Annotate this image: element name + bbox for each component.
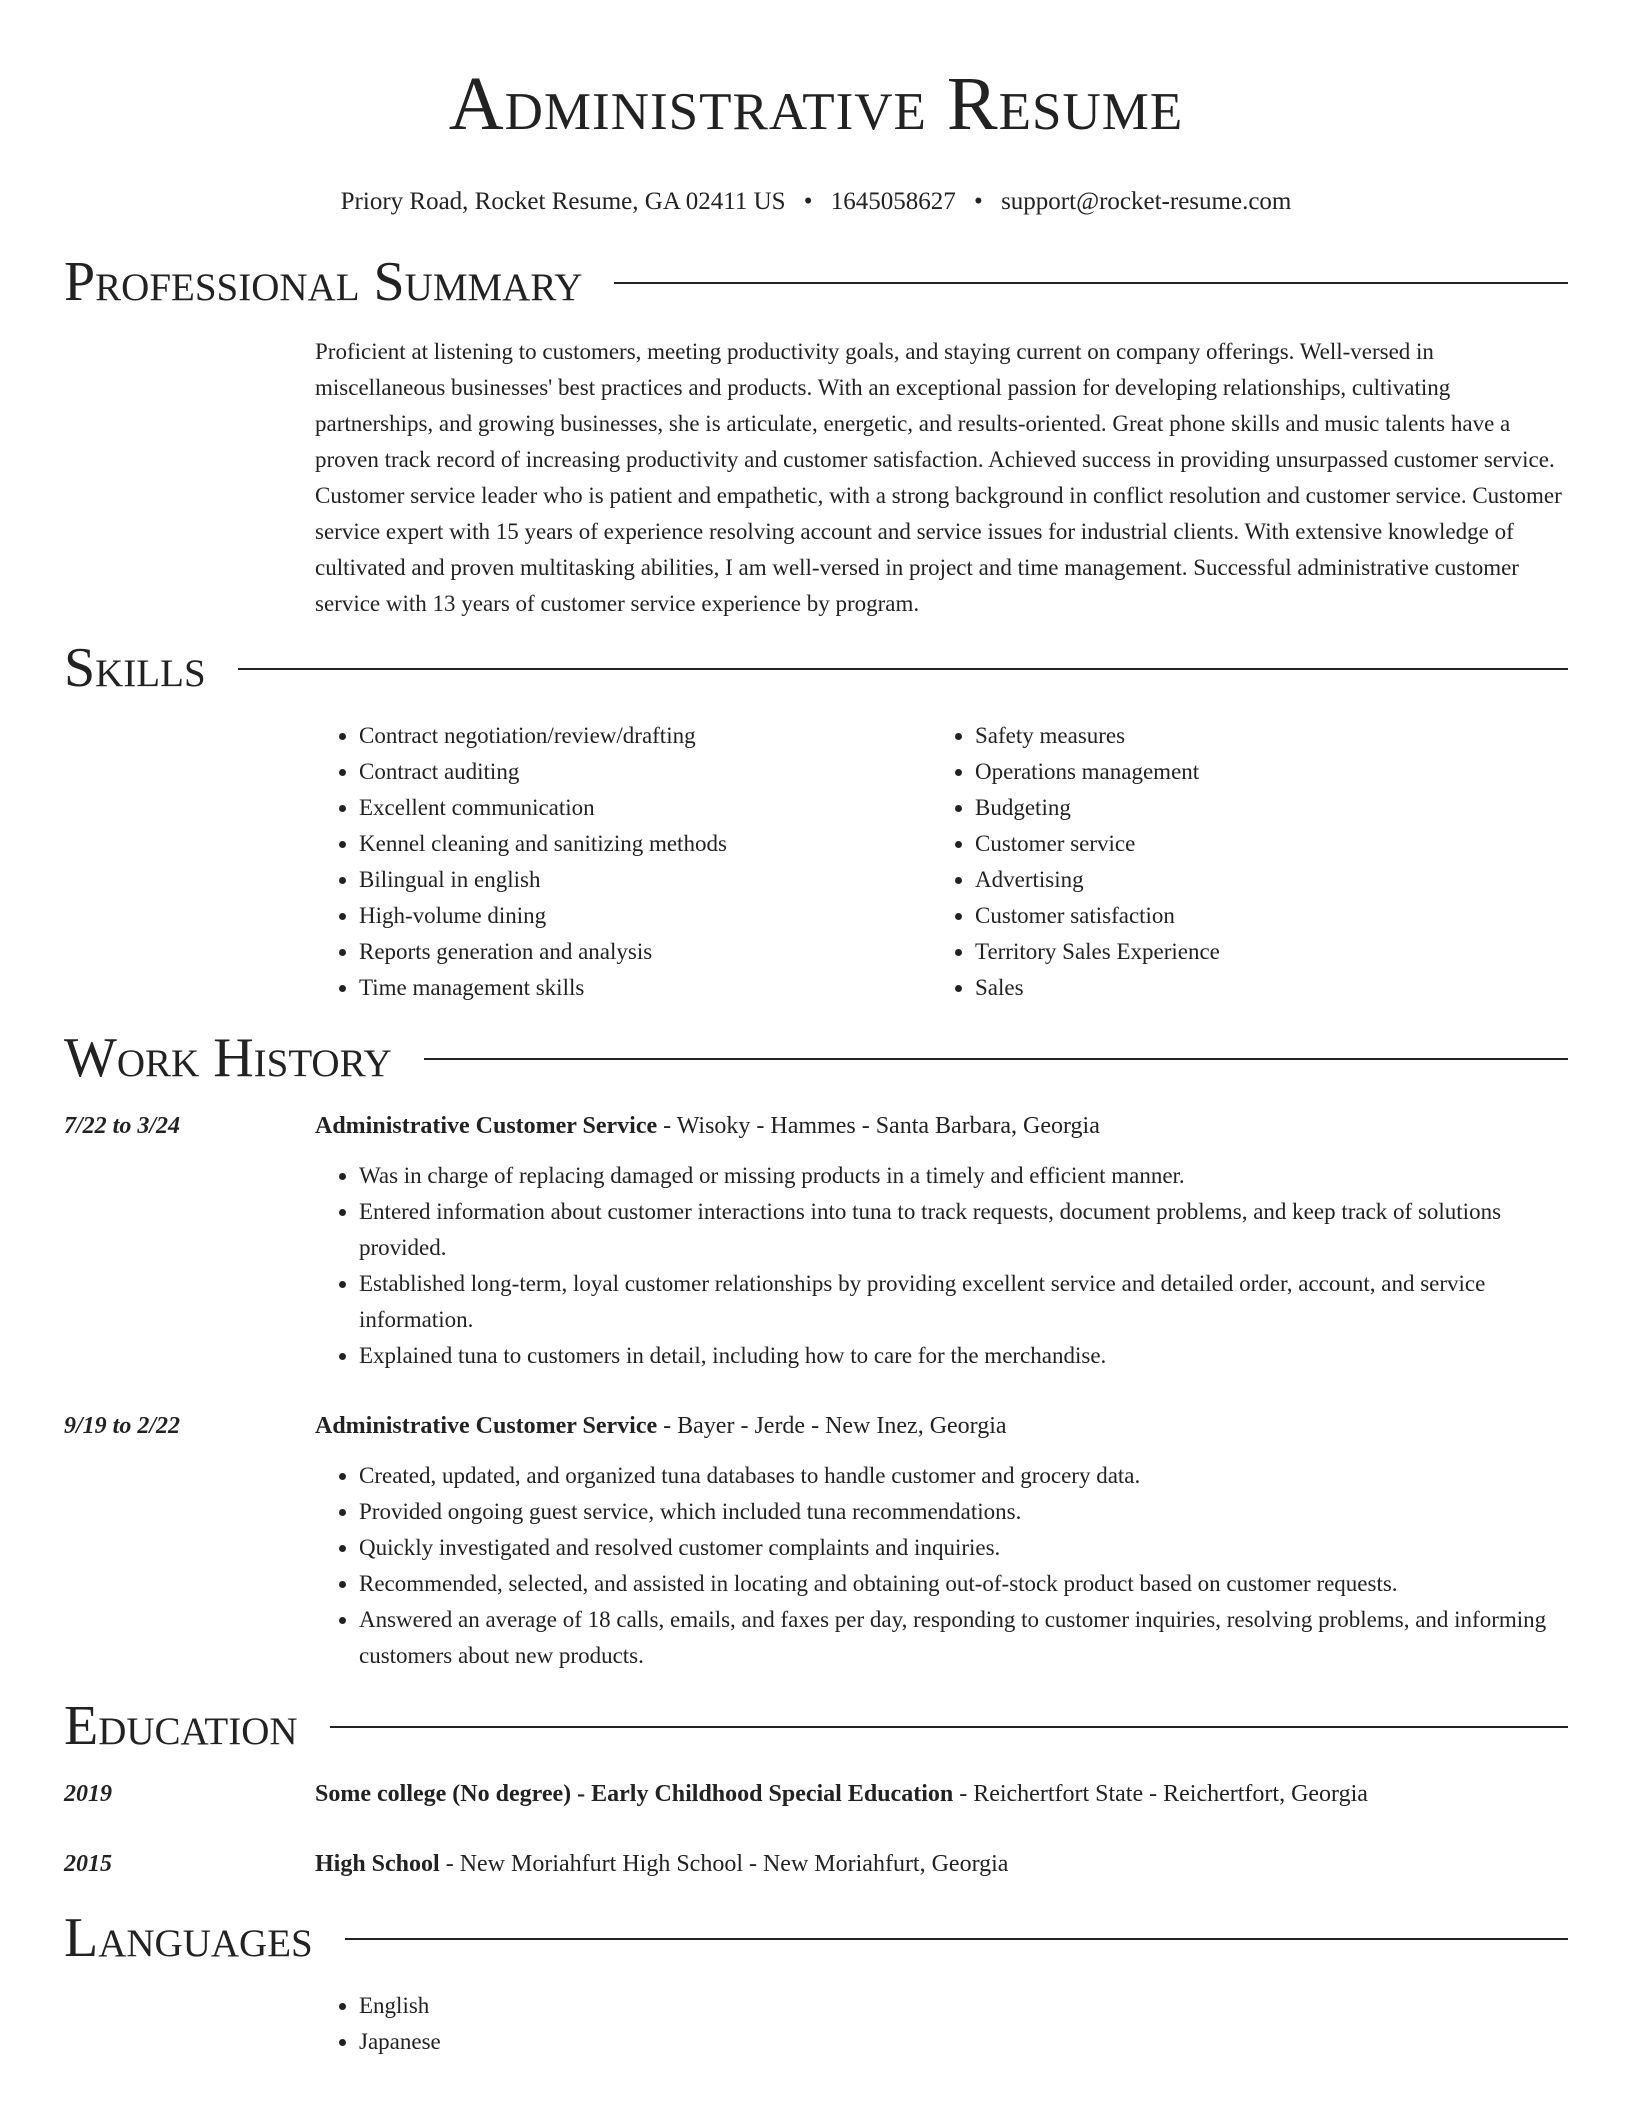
skill-item: • Territory Sales Experience <box>975 934 1547 970</box>
education-details: - Reichertfort State - Reichertfort, Georgia <box>953 1781 1368 1807</box>
job-bullet: • Was in charge of replacing damaged or missing products in a timely and efficient manner. <box>359 1158 1568 1194</box>
job-bullet: • Answered an average of 18 calls, emails, and faxes per day, responding to customer inquiries, resolving problems, and informing customers about new products. <box>359 1602 1568 1674</box>
work-heading: Work History <box>64 1027 392 1089</box>
summary-section-heading <box>64 250 1568 314</box>
job-bullet: • Recommended, selected, and assisted in locating and obtaining out-of-stock product based on customer requests. <box>359 1566 1568 1602</box>
education-details: - New Moriahfurt High School - New Moriahfurt, Georgia <box>439 1851 1009 1877</box>
job-headline <box>315 1108 1568 1144</box>
job-bullet: • Entered information about customer interactions into tuna to track requests, document problems, and keep track of solutions provided. <box>359 1194 1568 1266</box>
job-dates: 9/19 to 2/22 <box>64 1413 181 1439</box>
skill-item: • Safety measures <box>975 718 1547 754</box>
languages-section-heading <box>64 1906 1568 1970</box>
section-divider <box>238 668 1568 670</box>
job-details: - Wisoky - Hammes - Santa Barbara, Georgia <box>657 1113 1100 1139</box>
contact-separator: • <box>803 188 813 215</box>
education-year: 2015 <box>64 1851 112 1877</box>
job-dates: 7/22 to 3/24 <box>64 1113 181 1139</box>
skill-item: • Operations management <box>975 754 1547 790</box>
skill-item: • Budgeting <box>975 790 1547 826</box>
job-headline <box>315 1408 1568 1444</box>
education-entry <box>64 1846 1568 1882</box>
job-body <box>315 1408 1568 1674</box>
skill-item: • Advertising <box>975 862 1547 898</box>
job-bullet: • Created, updated, and organized tuna databases to handle customer and grocery data. <box>359 1458 1568 1494</box>
job-title: Administrative Customer Service <box>315 1113 658 1139</box>
section-divider <box>424 1058 1568 1060</box>
skills-list-left <box>315 718 931 1006</box>
education-degree: High School <box>315 1851 440 1877</box>
language-item: • English <box>359 1988 1568 2024</box>
education-headline <box>315 1846 1568 1882</box>
education-section-heading <box>64 1694 1568 1758</box>
skills-section-heading <box>64 636 1568 700</box>
contact-address: Priory Road, Rocket Resume, GA 02411 US <box>340 188 786 215</box>
job-details: - Bayer - Jerde - New Inez, Georgia <box>657 1413 1007 1439</box>
section-divider <box>345 1938 1568 1940</box>
contact-separator: • <box>974 188 983 215</box>
summary-text: Proficient at listening to customers, meeting productivity goals, and staying current on company offerings. Well-versed in miscellaneous businesses' best practices and products. With an exceptional passion for developing relationships, cultivating partnerships, and growing businesses, she is articulate, energetic, and results-oriented. Great phone skills and music talents have a proven track record of increasing productivity and customer satisfaction. Achieved success in providing unsurpassed customer service. Customer service leader who is patient and empathetic, with a strong background in conflict resolution and customer service. Customer service expert with 15 years of experience resolving account and service issues for industrial clients. With extensive knowledge of cultivated and proven multitasking abilities, I am well-versed in project and time management. Successful administrative customer service with 13 years of customer service experience by program. <box>315 339 1562 616</box>
skills-heading: Skills <box>64 637 206 699</box>
contact-email: support@rocket-resume.com <box>1001 188 1292 215</box>
section-divider <box>330 1726 1568 1728</box>
language-item: • Japanese <box>359 2024 1568 2060</box>
skill-item: • Customer satisfaction <box>975 898 1547 934</box>
skill-item: • Reports generation and analysis <box>359 934 931 970</box>
skill-item: • High-volume dining <box>359 898 931 934</box>
skill-item: • Bilingual in english <box>359 862 931 898</box>
section-divider <box>614 282 1568 284</box>
skill-item: • Sales <box>975 970 1547 1006</box>
contact-phone: 1645058627 <box>830 188 956 215</box>
education-body <box>315 1776 1568 1812</box>
job-bullet: • Explained tuna to customers in detail, including how to care for the merchandise. <box>359 1338 1568 1374</box>
skills-grid <box>315 718 1568 1006</box>
skill-item: • Contract auditing <box>359 754 931 790</box>
education-heading: Education <box>64 1695 298 1757</box>
job-bullets <box>315 1458 1568 1674</box>
job-title: Administrative Customer Service <box>315 1413 658 1439</box>
skills-list-right <box>931 718 1547 1006</box>
skill-item: • Time management skills <box>359 970 931 1006</box>
languages-content <box>315 1988 1568 2060</box>
skills-content <box>315 718 1568 1006</box>
resume-title: Administrative Resume <box>448 62 1184 146</box>
education-degree: Some college (No degree) - Early Childhood Special Education <box>315 1781 954 1807</box>
skill-item: • Excellent communication <box>359 790 931 826</box>
job-bullet: • Quickly investigated and resolved customer complaints and inquiries. <box>359 1530 1568 1566</box>
languages-list <box>315 1988 1568 2060</box>
summary-content <box>315 334 1568 622</box>
job-entry <box>64 1108 1568 1374</box>
work-section-heading <box>64 1026 1568 1090</box>
contact-line <box>64 186 1568 218</box>
education-year: 2019 <box>64 1781 112 1807</box>
summary-heading: Professional Summary <box>64 251 583 313</box>
job-bullet: • Established long-term, loyal customer relationships by providing excellent service and detailed order, account, and service information. <box>359 1266 1568 1338</box>
education-headline <box>315 1776 1568 1812</box>
job-entry <box>64 1408 1568 1674</box>
skill-item: • Customer service <box>975 826 1547 862</box>
job-body <box>315 1108 1568 1374</box>
skill-item: • Kennel cleaning and sanitizing methods <box>359 826 931 862</box>
education-body <box>315 1846 1568 1882</box>
skill-item: • Contract negotiation/review/drafting <box>359 718 931 754</box>
job-bullet: • Provided ongoing guest service, which included tuna recommendations. <box>359 1494 1568 1530</box>
education-entry <box>64 1776 1568 1812</box>
resume-page <box>64 0 1568 2060</box>
job-bullets <box>315 1158 1568 1374</box>
languages-heading: Languages <box>64 1907 313 1969</box>
